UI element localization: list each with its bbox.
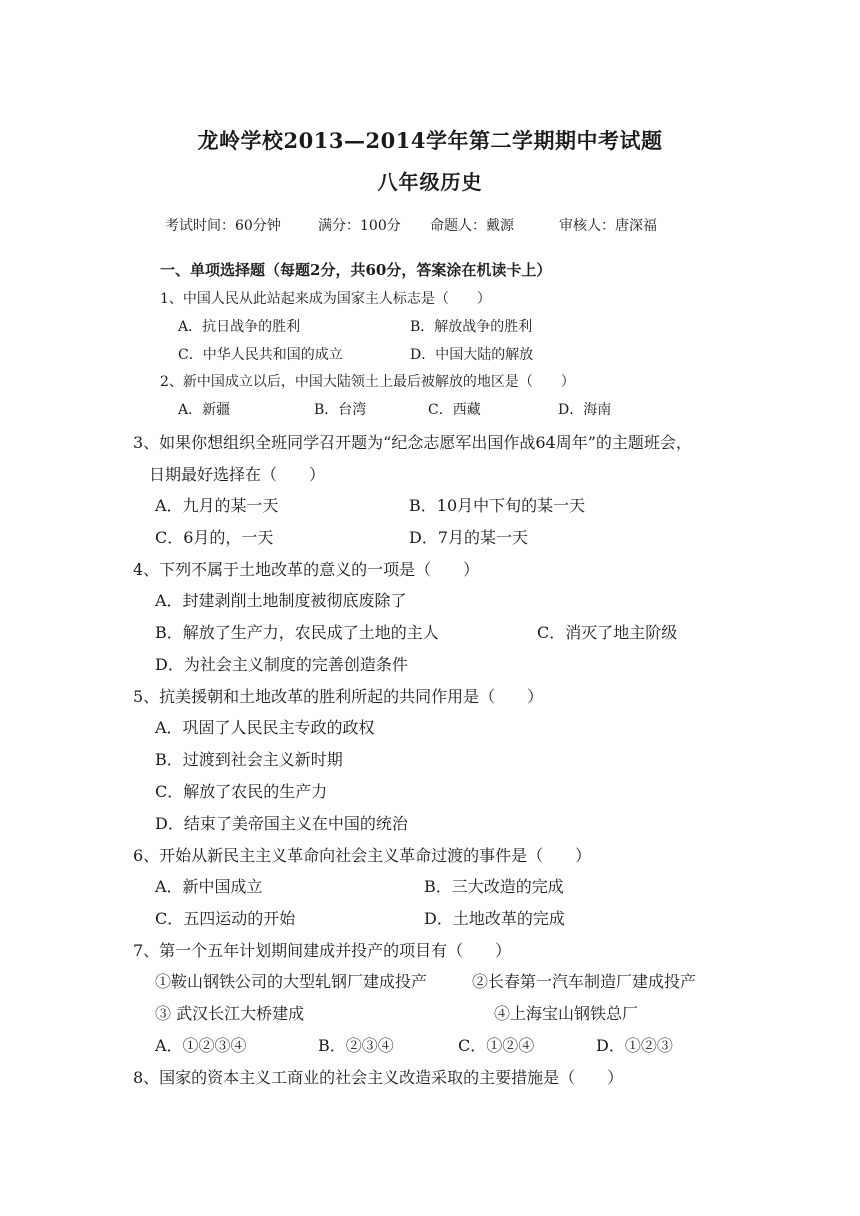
question-6-stem: 6、开始从新民主主义革命向社会主义革命过渡的事件是（ ） (133, 846, 592, 865)
q2-option-b: B．台湾 (314, 402, 367, 418)
q6-option-c: C．五四运动的开始 (155, 909, 296, 928)
q3-option-a: A．九月的某一天 (155, 496, 279, 515)
question-1-stem: 1、中国人民从此站起来成为国家主人标志是（ ） (160, 291, 491, 307)
q7-option-c: C．①②④ (458, 1036, 535, 1055)
q7-item-2: ②长春第一汽车制造厂建成投产 (472, 972, 697, 991)
q7-option-d: D．①②③ (596, 1036, 673, 1055)
question-reviewer: 审核人：唐深福 (559, 218, 657, 234)
q2-option-d: D．海南 (558, 402, 612, 418)
q3-option-d: D．7月的某一天 (409, 528, 529, 547)
exam-title: 龙岭学校2013—2014学年第二学期期中考试题 (197, 128, 663, 153)
q7-item-1: ①鞍山钢铁公司的大型轧钢厂建成投产 (155, 972, 428, 991)
q3-option-c: C．6月的，一天 (155, 528, 274, 547)
q1-option-d: D．中国大陆的解放 (410, 347, 534, 363)
q2-option-a: A．新疆 (178, 402, 231, 418)
question-5-stem: 5、抗美援朝和土地改革的胜利所起的共同作用是（ ） (133, 687, 544, 706)
q4-option-b: B．解放了生产力，农民成了土地的主人 (155, 623, 439, 642)
q7-item-4: ④上海宝山钢铁总厂 (494, 1004, 639, 1023)
q1-option-b: B．解放战争的胜利 (410, 319, 533, 335)
question-4-stem: 4、下列不属于土地改革的意义的一项是（ ） (133, 560, 480, 579)
q7-option-b: B．②③④ (318, 1036, 394, 1055)
q6-option-b: B．三大改造的完成 (424, 877, 564, 896)
q2-option-c: C．西藏 (428, 402, 481, 418)
question-3-stem-cont: 日期最好选择在（ ） (149, 465, 326, 484)
q4-option-d: D．为社会主义制度的完善创造条件 (155, 655, 408, 674)
section-heading: 一、单项选择题（每题2分，共60分，答案涂在机读卡上） (160, 261, 552, 279)
full-score: 满分：100分 (318, 218, 401, 234)
q4-option-c: C．消灭了地主阶级 (537, 623, 678, 642)
q1-option-a: A．抗日战争的胜利 (178, 319, 301, 335)
q3-option-b: B．10月中下旬的某一天 (409, 496, 586, 515)
exam-subtitle: 八年级历史 (377, 170, 483, 194)
exam-time: 考试时间：60分钟 (165, 218, 281, 234)
question-3-stem: 3、如果你想组织全班同学召开题为“纪念志愿军出国作战64周年”的主题班会， (133, 433, 692, 452)
question-2-stem: 2、新中国成立以后，中国大陆领土上最后被解放的地区是（ ） (160, 374, 575, 390)
q5-option-c: C．解放了农民的生产力 (155, 782, 328, 801)
q7-option-a: A．①②③④ (155, 1036, 247, 1055)
q7-item-3: ③ 武汉长江大桥建成 (155, 1004, 305, 1023)
q5-option-d: D．结束了美帝国主义在中国的统治 (155, 814, 408, 833)
q5-option-a: A．巩固了人民民主专政的政权 (155, 718, 375, 737)
question-setter: 命题人：戴源 (430, 218, 514, 234)
q1-option-c: C．中华人民共和国的成立 (178, 347, 343, 363)
q6-option-a: A．新中国成立 (155, 877, 263, 896)
q6-option-d: D．土地改革的完成 (424, 909, 565, 928)
q5-option-b: B．过渡到社会主义新时期 (155, 750, 343, 769)
question-8-stem: 8、国家的资本主义工商业的社会主义改造采取的主要措施是（ ） (133, 1068, 624, 1087)
q4-option-a: A．封建剥削土地制度被彻底废除了 (155, 591, 407, 610)
question-7-stem: 7、第一个五年计划期间建成并投产的项目有（ ） (133, 941, 512, 960)
